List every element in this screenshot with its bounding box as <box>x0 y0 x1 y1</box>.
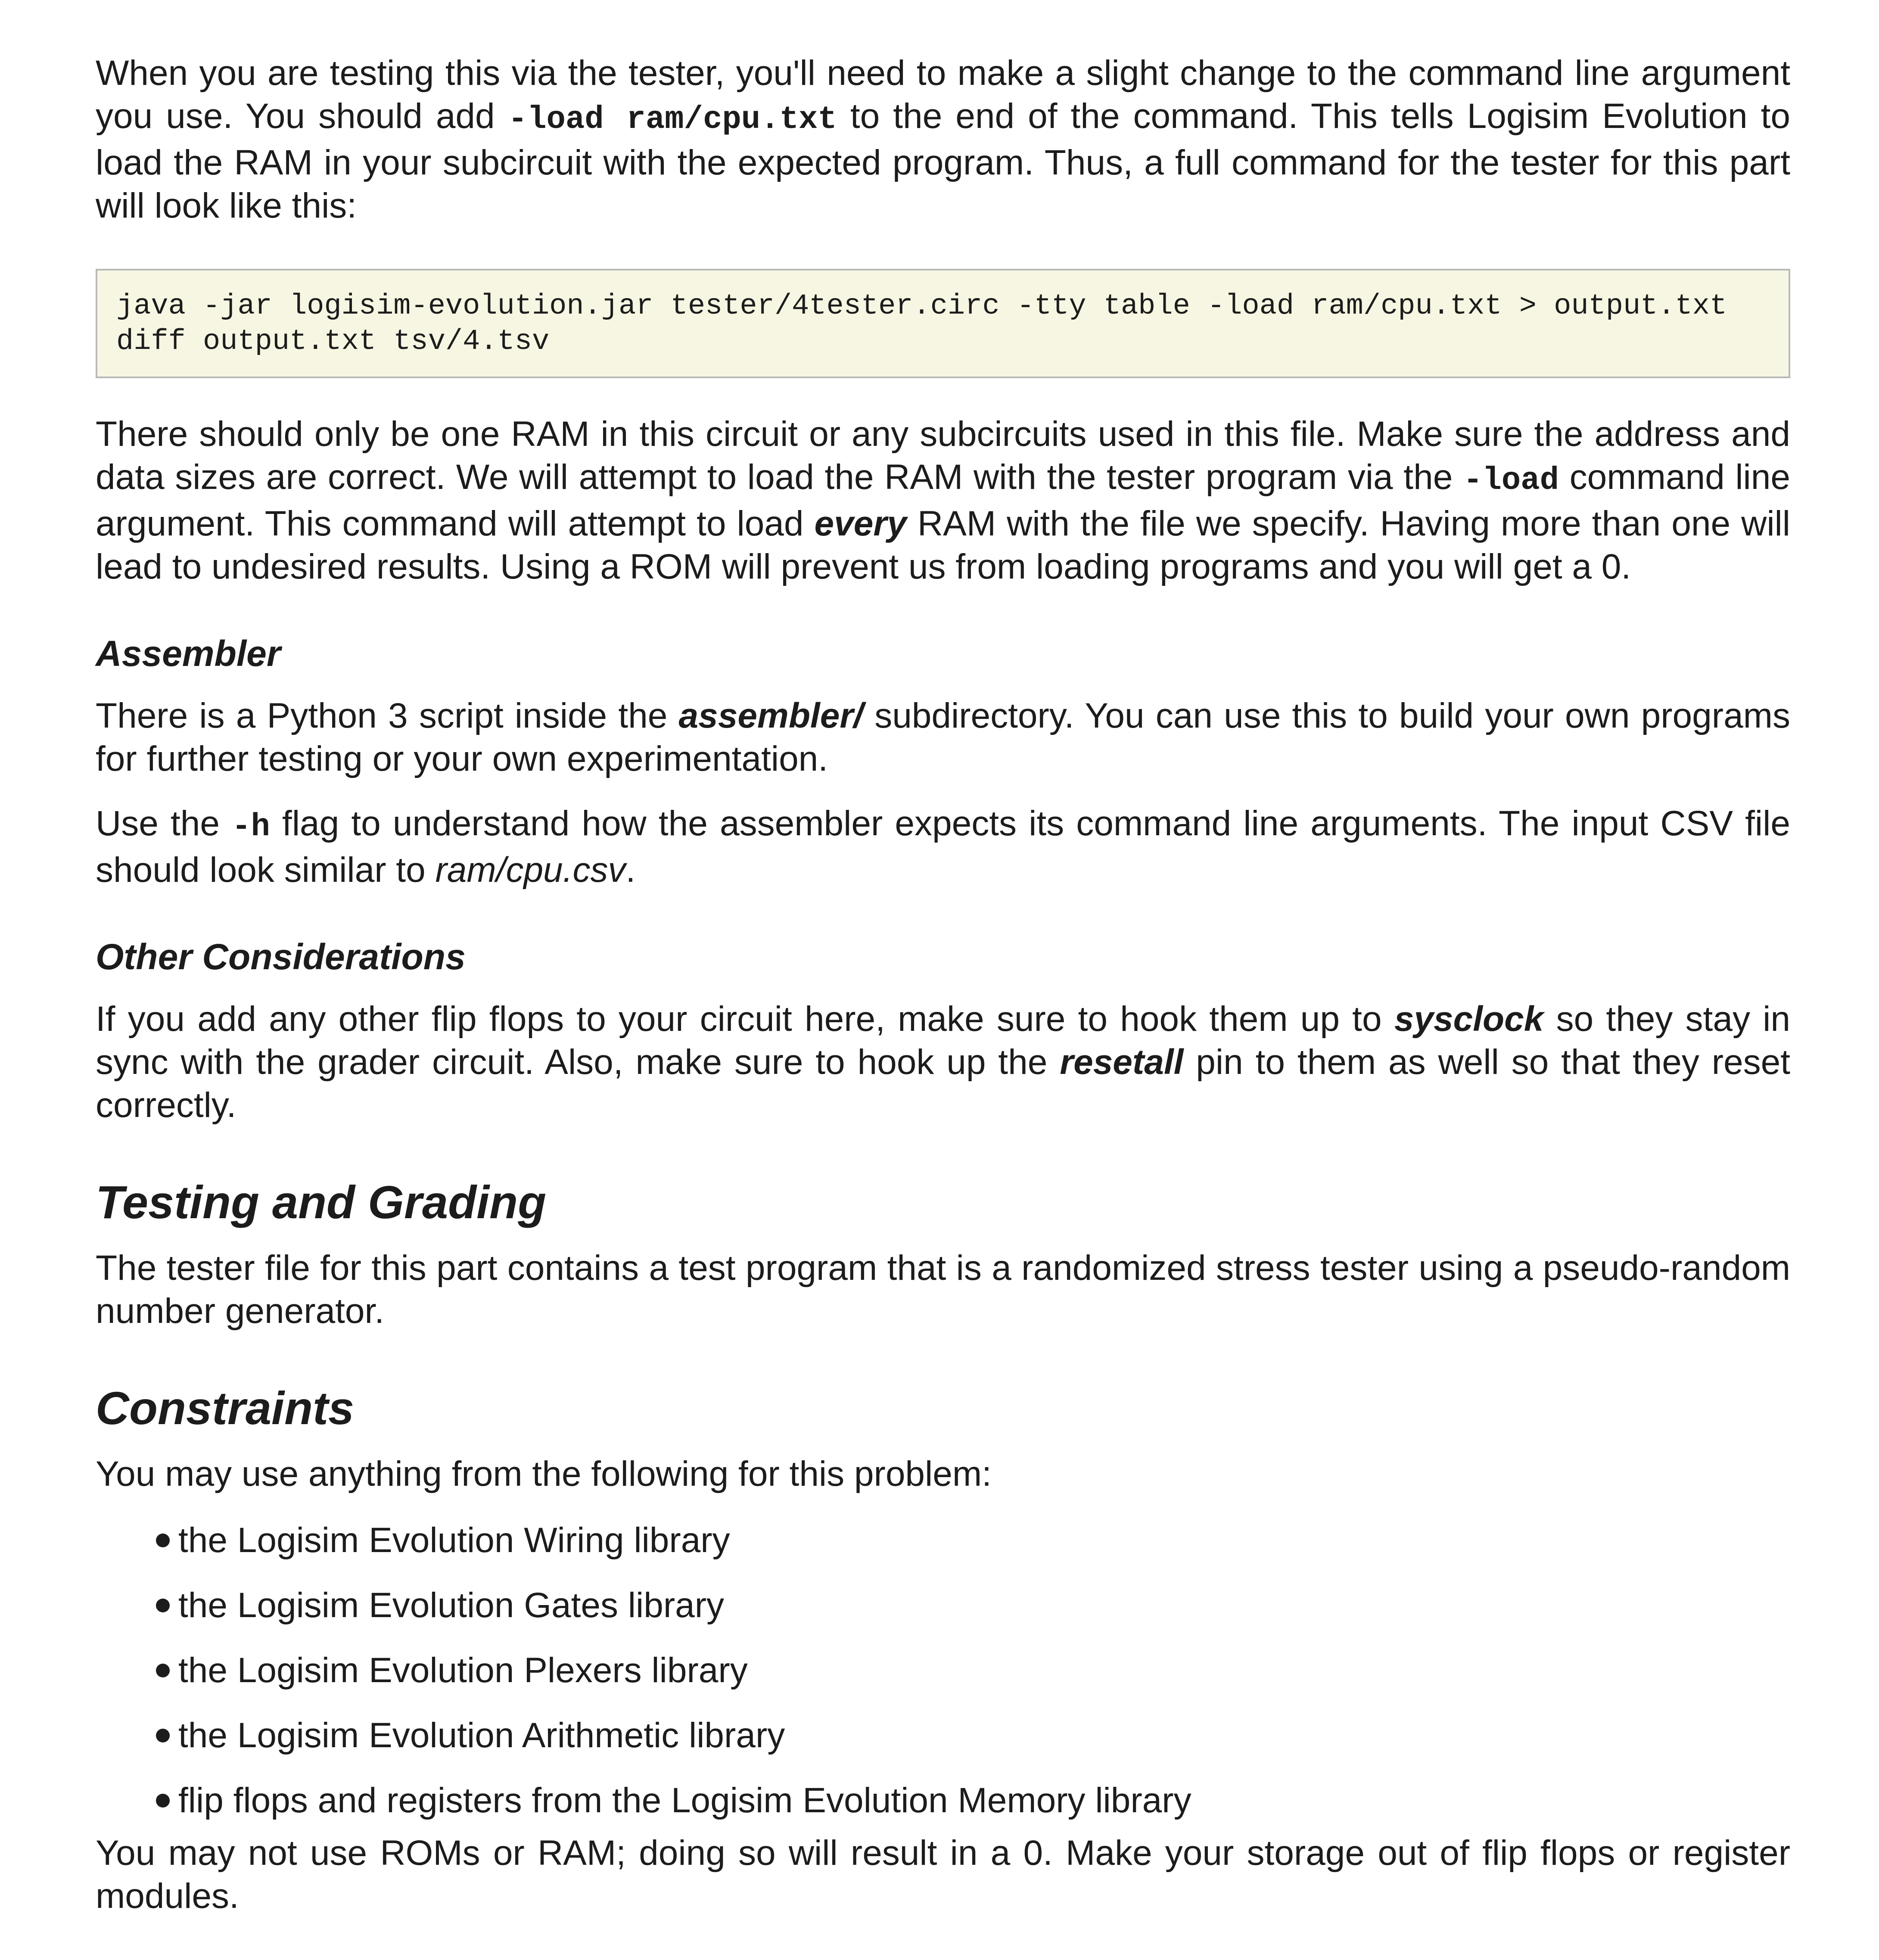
other-considerations-paragraph: If you add any other flip flops to your circuit here, make sure to hook them up to sysclock so they stay in sync with the grader circuit. Also, make sure to hook up the resetall pin to them as well so that they reset correctly. <box>96 999 1790 1125</box>
constraints-outro: You may not use ROMs or RAM; doing so will result in a 0. Make your storage out of flip flops or register modules. <box>96 1833 1790 1916</box>
resetall-emphasis: resetall <box>1060 1042 1184 1082</box>
bullet-icon <box>156 1534 170 1547</box>
bullet-icon <box>156 1664 170 1677</box>
assembler-dir-emphasis: assembler/ <box>678 696 864 735</box>
document-page <box>96 52 1790 1918</box>
bullet-icon <box>156 1794 170 1808</box>
testing-paragraph: The tester file for this part contains a test program that is a randomized stress tester using a pseudo-random number generator. <box>96 1248 1790 1331</box>
sysclock-emphasis: sysclock <box>1394 999 1544 1039</box>
ram-note-paragraph: There should only be one RAM in this circuit or any subcircuits used in this file. Make sure the address and data sizes are correct. We will attempt to load the RAM with the tester program via the -load command line argument. This command will attempt to load every RAM with the file we specify. Having more than one will lead to undesired results. Using a ROM will prevent us from loading programs and you will get a 0. <box>96 414 1790 586</box>
constraints-intro: You may use anything from the following for this problem: <box>96 1454 992 1493</box>
load-flag-code: -load ram/cpu.txt <box>508 102 837 138</box>
code-line-1: java -jar logisim-evolution.jar tester/4tester.circ -tty table -load ram/cpu.txt > output.txt <box>116 290 1727 323</box>
load-flag-code: -load <box>1463 463 1559 499</box>
help-flag-code: -h <box>232 809 270 845</box>
list-item: the Logisim Evolution Wiring library <box>156 1519 1790 1562</box>
list-item: the Logisim Evolution Gates library <box>156 1584 1790 1627</box>
other-considerations-heading: Other Considerations <box>96 936 466 977</box>
emphasis-every: every <box>814 504 907 543</box>
csv-path-emphasis: ram/cpu.csv <box>435 850 626 890</box>
list-item: flip flops and registers from the Logisim Evolution Memory library <box>156 1779 1790 1822</box>
tester-command-codeblock <box>96 269 1790 378</box>
intro-paragraph: When you are testing this via the tester, you'll need to make a slight change to the command line argument you use. You should add -load ram/cpu.txt to the end of the command. This tells Logisim Evolution to load the RAM in your subcircuit with the expected program. Thus, a full command for the tester for this part will look like this: <box>96 53 1790 225</box>
testing-grading-heading: Testing and Grading <box>96 1176 547 1228</box>
code-line-2: diff output.txt tsv/4.tsv <box>116 325 550 358</box>
assembler-paragraph-2: Use the -h flag to understand how the assembler expects its command line arguments. The input CSV file should look similar to ram/cpu.csv. <box>96 804 1790 890</box>
assembler-heading: Assembler <box>96 633 281 674</box>
constraints-heading: Constraints <box>96 1382 355 1434</box>
allowed-libraries-list <box>156 1519 1790 1822</box>
list-item: the Logisim Evolution Arithmetic library <box>156 1714 1790 1757</box>
bullet-icon <box>156 1729 170 1742</box>
assembler-paragraph-1: There is a Python 3 script inside the assembler/ subdirectory. You can use this to build your own programs for further testing or your own experimentation. <box>96 696 1790 778</box>
list-item: the Logisim Evolution Plexers library <box>156 1649 1790 1692</box>
bullet-icon <box>156 1599 170 1612</box>
